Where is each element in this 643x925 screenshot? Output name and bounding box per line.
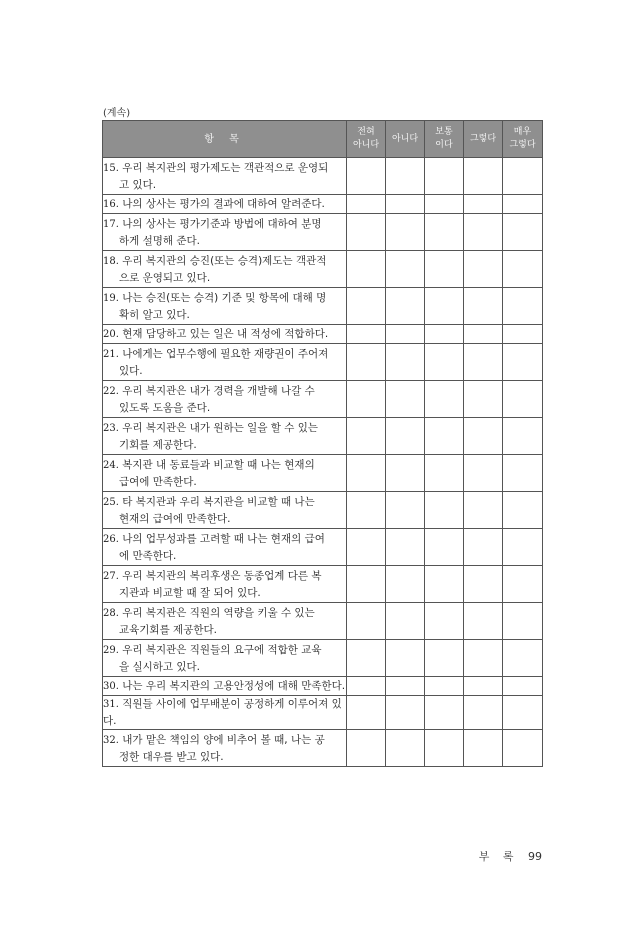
response-cell-neutral[interactable] [425, 381, 464, 418]
response-cell-neutral[interactable] [425, 288, 464, 325]
response-cell-strongly-agree[interactable] [503, 455, 543, 492]
table-header-row [103, 121, 543, 158]
question-line1: 나의 업무성과를 고려할 때 나는 현재의 급여 [122, 532, 325, 545]
response-cell-neutral[interactable] [425, 529, 464, 566]
response-cell-strongly-disagree[interactable] [347, 492, 386, 529]
response-cell-strongly-disagree[interactable] [347, 288, 386, 325]
question-text [103, 418, 347, 455]
table-row [103, 696, 543, 730]
question-line2: 급여에 만족한다. [119, 475, 197, 488]
question-text [103, 381, 347, 418]
response-cell-disagree[interactable] [386, 640, 425, 677]
response-cell-agree[interactable] [464, 381, 503, 418]
question-number: 32. [103, 734, 119, 746]
question-number: 19. [103, 292, 119, 304]
response-cell-agree[interactable] [464, 529, 503, 566]
question-line1: 우리 복지관의 승진(또는 승격)제도는 객관적 [122, 254, 327, 267]
question-number: 30. [103, 680, 119, 692]
response-cell-neutral[interactable] [425, 214, 464, 251]
page-number: 99 [528, 850, 542, 863]
response-cell-agree[interactable] [464, 158, 503, 195]
question-text [103, 492, 347, 529]
response-cell-strongly-disagree[interactable] [347, 344, 386, 381]
question-line2: 지관과 비교할 때 잘 되어 있다. [119, 586, 261, 599]
response-cell-strongly-agree[interactable] [503, 566, 543, 603]
response-cell-disagree[interactable] [386, 251, 425, 288]
question-line2: 고 있다. [119, 178, 157, 191]
response-cell-strongly-disagree[interactable] [347, 251, 386, 288]
response-cell-neutral[interactable] [425, 195, 464, 214]
response-cell-strongly-disagree[interactable] [347, 418, 386, 455]
question-number: 28. [103, 607, 119, 619]
response-cell-agree[interactable] [464, 455, 503, 492]
question-line1: 나에게는 업무수행에 필요한 재량권이 주어져 [122, 347, 329, 360]
question-number: 15. [103, 162, 119, 174]
response-cell-neutral[interactable] [425, 158, 464, 195]
response-cell-strongly-disagree[interactable] [347, 158, 386, 195]
question-line2: 정한 대우를 받고 있다. [119, 750, 224, 763]
response-cell-strongly-agree[interactable] [503, 730, 543, 767]
response-cell-strongly-agree[interactable] [503, 195, 543, 214]
response-cell-agree[interactable] [464, 566, 503, 603]
response-cell-agree[interactable] [464, 325, 503, 344]
table-row [103, 381, 543, 418]
table-row [103, 325, 543, 344]
response-cell-neutral[interactable] [425, 566, 464, 603]
response-cell-strongly-agree[interactable] [503, 677, 543, 696]
response-cell-strongly-agree[interactable] [503, 344, 543, 381]
response-cell-agree[interactable] [464, 344, 503, 381]
response-cell-agree[interactable] [464, 677, 503, 696]
response-cell-neutral[interactable] [425, 696, 464, 730]
response-cell-neutral[interactable] [425, 344, 464, 381]
response-cell-strongly-disagree[interactable] [347, 325, 386, 344]
response-cell-strongly-disagree[interactable] [347, 455, 386, 492]
table-row [103, 251, 543, 288]
question-number: 16. [103, 198, 119, 210]
question-text [103, 251, 347, 288]
response-cell-neutral[interactable] [425, 418, 464, 455]
question-text [103, 730, 347, 767]
response-cell-neutral[interactable] [425, 251, 464, 288]
response-cell-strongly-disagree[interactable] [347, 696, 386, 730]
question-line1: 우리 복지관은 내가 원하는 일을 할 수 있는 [122, 421, 319, 434]
question-line2: 확히 알고 있다. [119, 308, 190, 321]
response-cell-disagree[interactable] [386, 325, 425, 344]
response-cell-strongly-agree[interactable] [503, 288, 543, 325]
question-number: 17. [103, 218, 119, 230]
response-cell-agree[interactable] [464, 492, 503, 529]
response-cell-strongly-disagree[interactable] [347, 381, 386, 418]
question-line2: 하게 설명해 준다. [119, 234, 201, 247]
response-cell-disagree[interactable] [386, 214, 425, 251]
response-cell-disagree[interactable] [386, 677, 425, 696]
question-text [103, 529, 347, 566]
response-cell-strongly-disagree[interactable] [347, 603, 386, 640]
response-cell-disagree[interactable] [386, 566, 425, 603]
table-row [103, 603, 543, 640]
question-number: 18. [103, 255, 119, 267]
continued-label: (계속) [103, 108, 131, 119]
question-number: 27. [103, 570, 119, 582]
response-cell-neutral[interactable] [425, 603, 464, 640]
response-cell-agree[interactable] [464, 603, 503, 640]
response-cell-neutral[interactable] [425, 677, 464, 696]
header-strongly-disagree-line2: 아니다 [352, 140, 380, 150]
response-cell-disagree[interactable] [386, 288, 425, 325]
response-cell-agree[interactable] [464, 214, 503, 251]
question-text [103, 640, 347, 677]
question-number: 26. [103, 533, 119, 545]
question-text [103, 566, 347, 603]
response-cell-strongly-disagree[interactable] [347, 640, 386, 677]
response-cell-strongly-agree[interactable] [503, 325, 543, 344]
response-cell-disagree[interactable] [386, 158, 425, 195]
response-cell-strongly-disagree[interactable] [347, 566, 386, 603]
response-cell-strongly-agree[interactable] [503, 381, 543, 418]
question-number: 20. [103, 328, 119, 340]
response-cell-disagree[interactable] [386, 455, 425, 492]
response-cell-disagree[interactable] [386, 492, 425, 529]
response-cell-agree[interactable] [464, 640, 503, 677]
response-cell-disagree[interactable] [386, 195, 425, 214]
question-text [103, 603, 347, 640]
response-cell-agree[interactable] [464, 251, 503, 288]
question-text [103, 214, 347, 251]
response-cell-neutral[interactable] [425, 730, 464, 767]
question-number: 23. [103, 422, 119, 434]
question-line2: 에 만족한다. [119, 549, 177, 562]
question-line1: 복지관 내 동료들과 비교할 때 나는 현재의 [122, 458, 315, 471]
table-row [103, 730, 543, 767]
question-line1: 직원들 사이에 업무배분이 공정하게 이루어져 있다. [103, 698, 342, 727]
header-neutral-line1: 보통 [435, 127, 453, 137]
question-line2: 있도록 도움을 준다. [119, 401, 211, 414]
response-cell-strongly-disagree[interactable] [347, 730, 386, 767]
table-row [103, 214, 543, 251]
question-number: 25. [103, 496, 119, 508]
response-cell-strongly-agree[interactable] [503, 214, 543, 251]
response-cell-strongly-agree[interactable] [503, 251, 543, 288]
question-line1: 나의 상사는 평가기준과 방법에 대하여 분명 [122, 217, 322, 230]
header-disagree: 아니다 [386, 121, 425, 158]
header-strongly-disagree [347, 121, 386, 158]
response-cell-strongly-agree[interactable] [503, 158, 543, 195]
response-cell-disagree[interactable] [386, 529, 425, 566]
question-number: 22. [103, 385, 119, 397]
question-line2: 을 실시하고 있다. [119, 660, 201, 673]
question-line1: 타 복지관과 우리 복지관을 비교할 때 나는 [122, 495, 315, 508]
response-cell-disagree[interactable] [386, 603, 425, 640]
question-text [103, 158, 347, 195]
response-cell-strongly-agree[interactable] [503, 529, 543, 566]
response-cell-strongly-agree[interactable] [503, 492, 543, 529]
response-cell-strongly-disagree[interactable] [347, 195, 386, 214]
response-cell-strongly-agree[interactable] [503, 640, 543, 677]
question-line1: 우리 복지관은 직원들의 요구에 적합한 교육 [122, 643, 322, 656]
question-line1: 내가 맡은 책임의 양에 비추어 볼 때, 나는 공 [122, 733, 325, 746]
question-text [103, 677, 347, 696]
table-row [103, 158, 543, 195]
response-cell-agree[interactable] [464, 288, 503, 325]
table-row [103, 492, 543, 529]
response-cell-disagree[interactable] [386, 381, 425, 418]
response-cell-strongly-disagree[interactable] [347, 529, 386, 566]
question-line1: 우리 복지관의 평가제도는 객관적으로 운영되 [122, 161, 329, 174]
header-item: 항 목 [103, 121, 347, 158]
response-cell-neutral[interactable] [425, 455, 464, 492]
table-row [103, 288, 543, 325]
response-cell-agree[interactable] [464, 418, 503, 455]
table-row [103, 529, 543, 566]
question-line2: 있다. [119, 364, 143, 377]
question-line1: 나는 승진(또는 승격) 기준 및 항목에 대해 명 [122, 291, 327, 304]
response-cell-agree[interactable] [464, 730, 503, 767]
response-cell-agree[interactable] [464, 195, 503, 214]
table-row [103, 455, 543, 492]
page-footer [479, 848, 542, 864]
question-line2: 으로 운영되고 있다. [119, 271, 211, 284]
response-cell-strongly-disagree[interactable] [347, 214, 386, 251]
table-row [103, 195, 543, 214]
response-cell-strongly-disagree[interactable] [347, 677, 386, 696]
table-row [103, 640, 543, 677]
question-line1: 현재 담당하고 있는 일은 내 적성에 적합하다. [122, 327, 329, 340]
header-strongly-agree-line2: 그렇다 [509, 140, 536, 150]
question-number: 21. [103, 348, 119, 360]
question-line2: 기회를 제공한다. [119, 438, 197, 451]
question-number: 29. [103, 644, 119, 656]
table-row [103, 418, 543, 455]
header-neutral-line2: 이다 [435, 140, 453, 150]
question-text [103, 455, 347, 492]
question-line1: 나의 상사는 평가의 결과에 대하여 알려준다. [122, 197, 325, 210]
response-cell-agree[interactable] [464, 696, 503, 730]
response-cell-disagree[interactable] [386, 730, 425, 767]
header-neutral [425, 121, 464, 158]
question-text [103, 696, 347, 730]
header-strongly-disagree-line1: 전혀 [357, 127, 375, 137]
question-number: 24. [103, 459, 119, 471]
response-cell-strongly-agree[interactable] [503, 603, 543, 640]
response-cell-neutral[interactable] [425, 325, 464, 344]
question-text [103, 325, 347, 344]
survey-table [102, 120, 543, 767]
question-number: 31. [103, 699, 119, 710]
header-strongly-agree-line1: 매우 [513, 127, 532, 137]
question-text [103, 195, 347, 214]
question-line1: 나는 우리 복지관의 고용안정성에 대해 만족한다. [122, 679, 346, 692]
response-cell-disagree[interactable] [386, 418, 425, 455]
question-text [103, 288, 347, 325]
response-cell-strongly-agree[interactable] [503, 696, 543, 730]
question-text [103, 344, 347, 381]
question-line1: 우리 복지관은 내가 경력을 개발해 나갈 수 [122, 384, 315, 397]
question-line2: 교육기회를 제공한다. [119, 623, 217, 636]
question-line1: 우리 복지관의 복리후생은 동종업계 다른 복 [122, 569, 322, 582]
response-cell-neutral[interactable] [425, 492, 464, 529]
table-row [103, 566, 543, 603]
header-agree: 그렇다 [464, 121, 503, 158]
table-row [103, 677, 543, 696]
response-cell-neutral[interactable] [425, 640, 464, 677]
header-strongly-agree [503, 121, 543, 158]
question-line2: 현재의 급여에 만족한다. [119, 512, 231, 525]
response-cell-disagree[interactable] [386, 344, 425, 381]
footer-section: 부 록 [478, 850, 519, 863]
response-cell-strongly-agree[interactable] [503, 418, 543, 455]
response-cell-disagree[interactable] [386, 696, 425, 730]
question-line1: 우리 복지관은 직원의 역량을 키울 수 있는 [122, 606, 315, 619]
table-row [103, 344, 543, 381]
